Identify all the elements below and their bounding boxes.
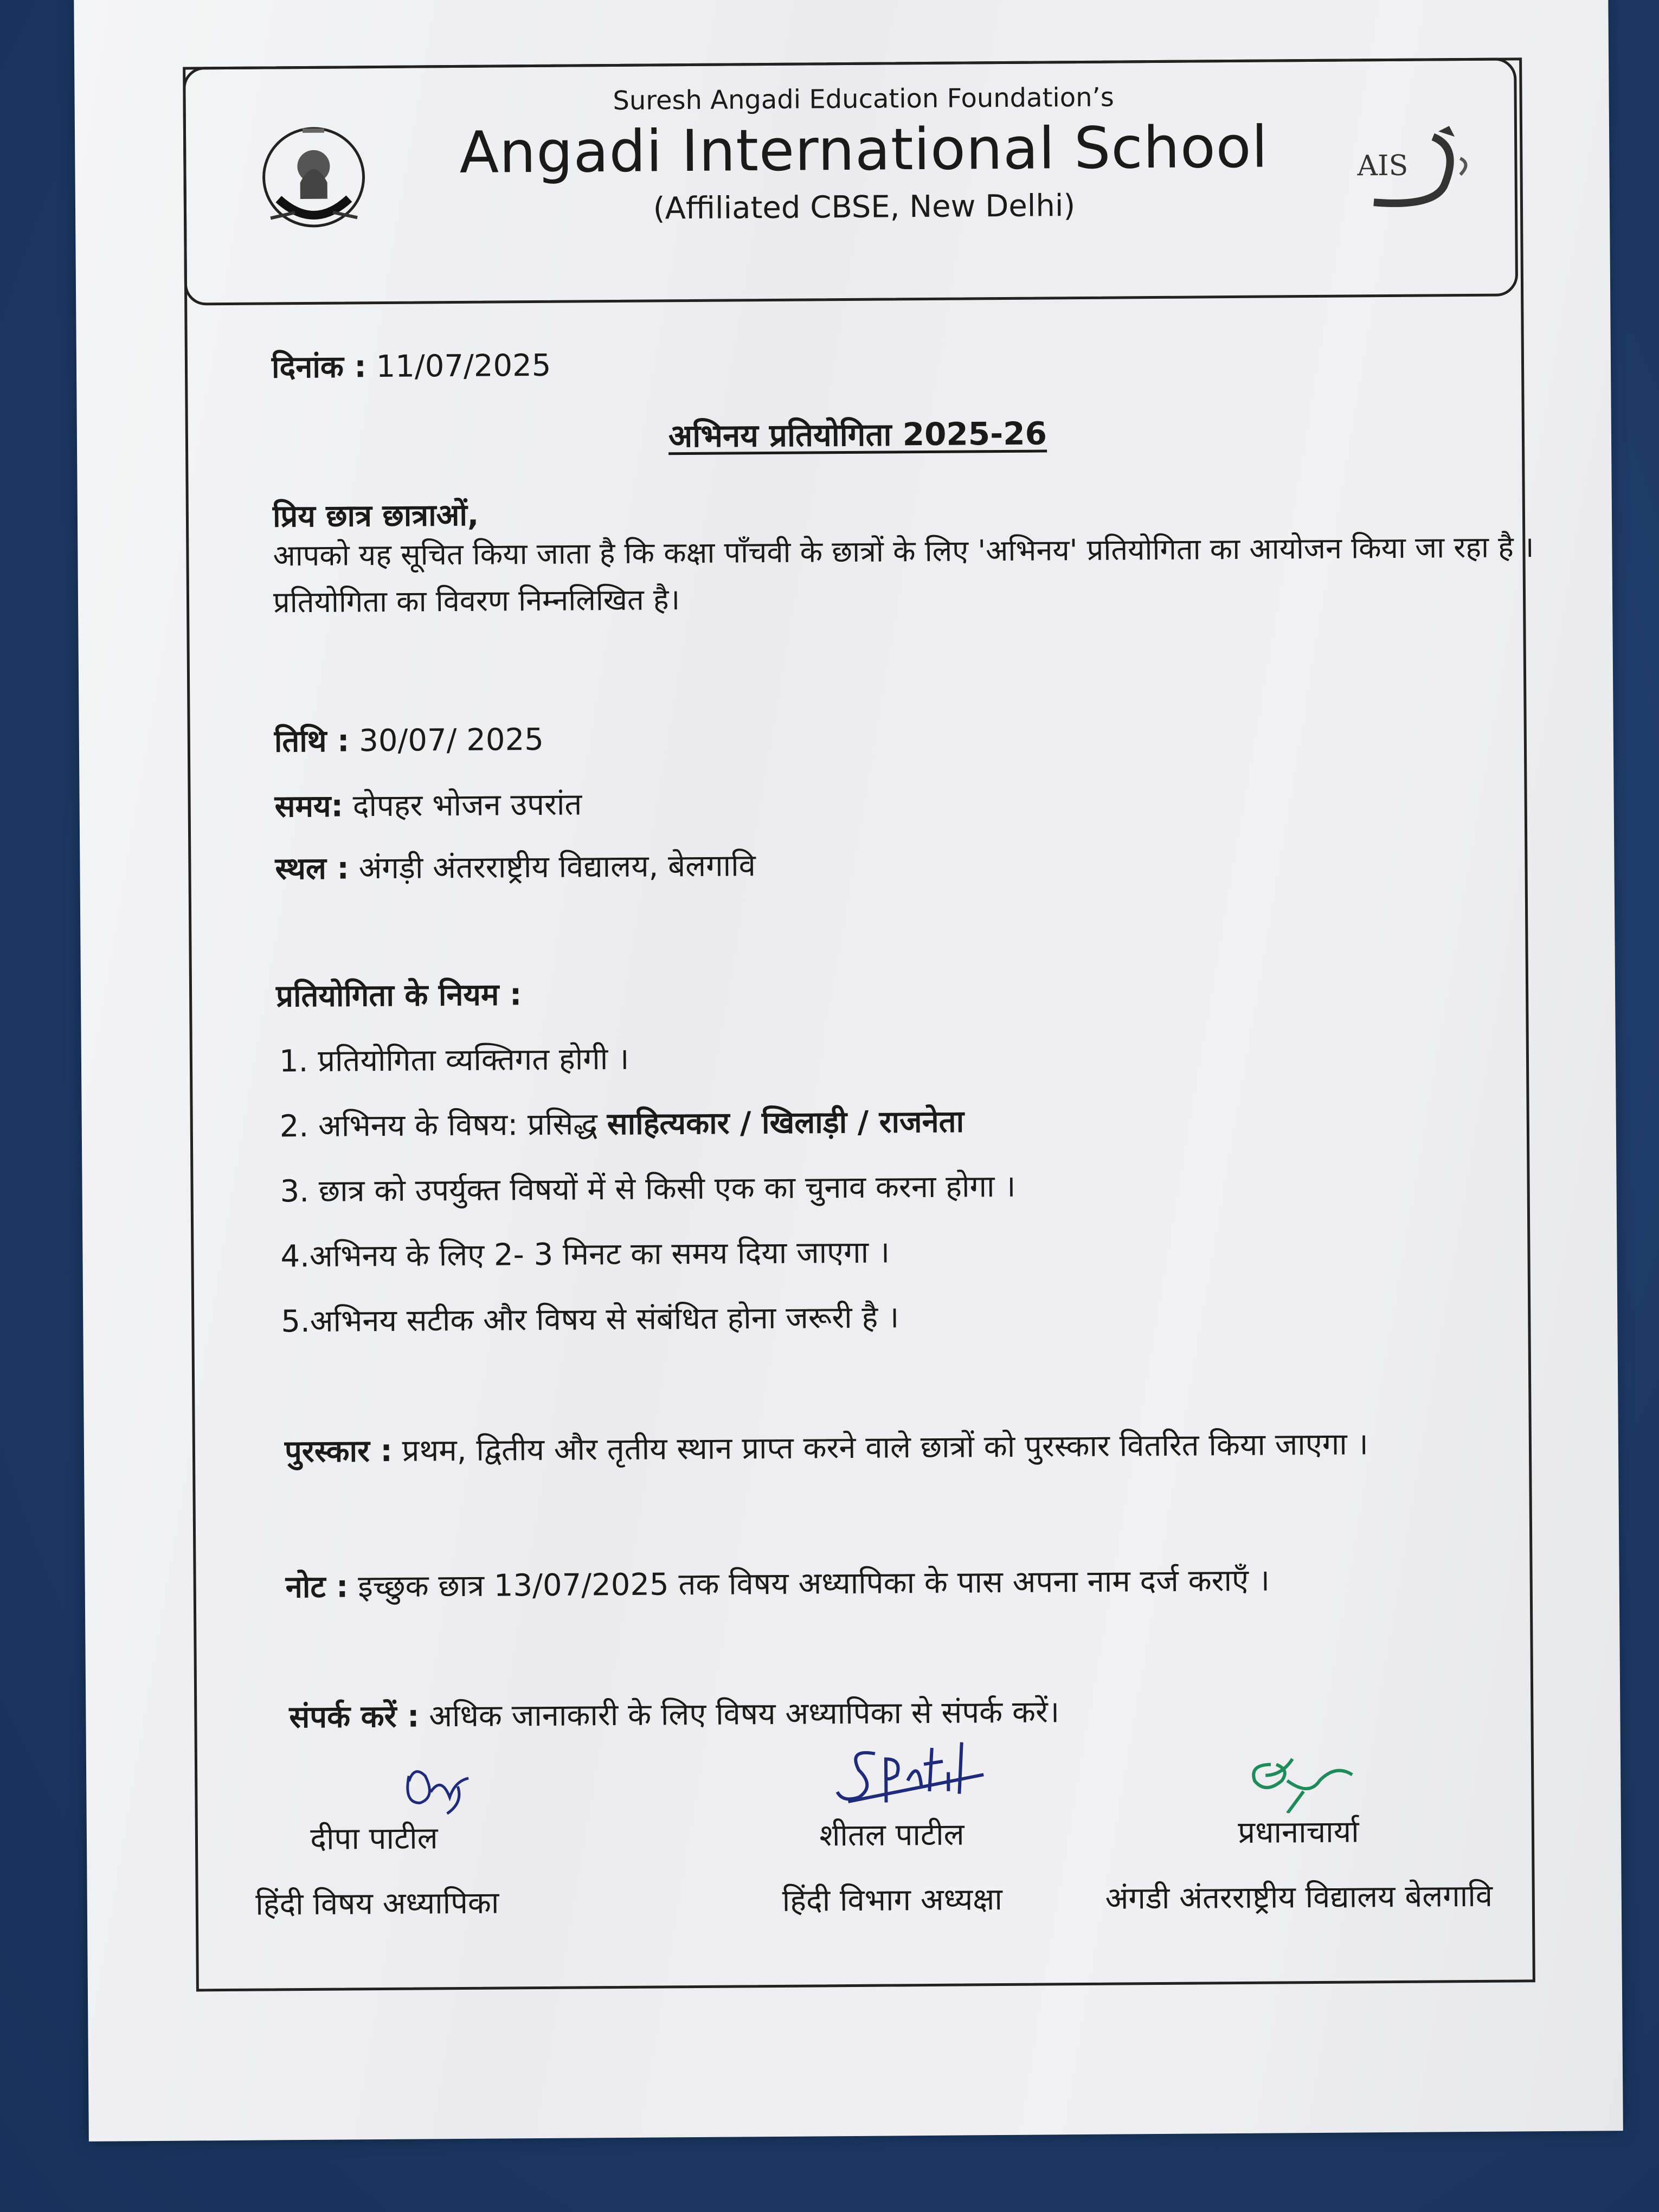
signature-name-deepa: दीपा पाटील bbox=[310, 1821, 438, 1857]
sthal-line bbox=[275, 844, 756, 888]
note-line bbox=[285, 1559, 1270, 1607]
sthal-label: स्थल : bbox=[275, 851, 350, 887]
rule-item: 5.अभिनय सटीक और विषय से संबंधित होना जरूरी है । bbox=[281, 1300, 899, 1340]
date-label: दिनांक : bbox=[271, 349, 366, 385]
tithi-value: 30/07/ 2025 bbox=[359, 722, 544, 759]
samay-label: समय: bbox=[274, 788, 344, 825]
rule-item: 4.अभिनय के लिए 2- 3 मिनट का समय दिया जाएगा । bbox=[280, 1234, 890, 1275]
ais-logo-text: AIS bbox=[1357, 149, 1409, 183]
sthal-value: अंगड़ी अंतरराष्ट्रीय विद्यालय, बेलगावि bbox=[358, 848, 756, 886]
prize-label: पुरस्कार : bbox=[284, 1433, 393, 1470]
contact-line bbox=[289, 1690, 1059, 1737]
rule-item: 3. छात्र को उपर्युक्त विषयों में से किसी एक का चुनाव करना होगा । bbox=[280, 1168, 1016, 1210]
signature-name-sheetal: शीतल पाटील bbox=[819, 1817, 964, 1854]
school-name: Angadi International School bbox=[459, 113, 1269, 186]
ais-logo-icon bbox=[1352, 126, 1482, 219]
note-text: इच्छुक छात्र 13/07/2025 तक विषय अध्यापिका के पास अपना नाम दर्ज कराएँ । bbox=[358, 1562, 1270, 1605]
contact-label: संपर्क करें : bbox=[289, 1699, 420, 1735]
tithi-label: तिथि : bbox=[274, 723, 350, 760]
signature-scribble-principal bbox=[1238, 1742, 1358, 1814]
samay-line bbox=[274, 782, 582, 826]
intro-paragraph: आपको यह सूचित किया जाता है कि कक्षा पाँचवी के छात्रों के लिए 'अभिनय' प्रतियोगिता का आयोजन किया जा रहा है । प्रतियोगिता का विवरण निम्नलिखित है। bbox=[273, 530, 1534, 620]
note-label: नोट : bbox=[285, 1569, 349, 1605]
salutation: प्रिय छात्र छात्राओं, bbox=[272, 497, 479, 535]
notice-paper bbox=[74, 0, 1623, 2142]
prize-line bbox=[285, 1422, 1368, 1471]
samay-value: दोपहर भोजन उपरांत bbox=[352, 787, 582, 824]
notice-title bbox=[188, 407, 1527, 459]
prize-text: प्रथम, द्वितीय और तृतीय स्थान प्राप्त करने वाले छात्रों को पुरस्कार वितरित किया जाएगा । bbox=[402, 1426, 1369, 1469]
notice-frame bbox=[183, 57, 1535, 1991]
rule-item bbox=[280, 1100, 964, 1146]
signature-name-principal: प्रधानाचार्या bbox=[1237, 1814, 1359, 1851]
signature-role-deepa: हिंदी विषय अध्यापिका bbox=[255, 1885, 499, 1922]
rule-item-2-text: 2. अभिनय के विषय: प्रसिद्ध bbox=[279, 1107, 598, 1144]
letterhead bbox=[183, 57, 1518, 305]
date-line bbox=[272, 344, 551, 387]
signature-role-sheetal: हिंदी विभाग अध्यक्षा bbox=[782, 1882, 1003, 1919]
tithi-line bbox=[274, 718, 544, 761]
date-value: 11/07/2025 bbox=[376, 348, 551, 385]
signature-scribble-sheetal bbox=[826, 1737, 989, 1814]
notice-title-text: अभिनय प्रतियोगिता 2025-26 bbox=[668, 415, 1047, 455]
signature-role-principal: अंगडी अंतरराष्ट्रीय विद्यालय बेलगावि bbox=[1105, 1878, 1493, 1917]
foundation-name: Suresh Angadi Education Foundation’s bbox=[613, 82, 1114, 116]
affiliation: (Affiliated CBSE, New Delhi) bbox=[653, 188, 1076, 227]
rule-item: 1. प्रतियोगिता व्यक्तिगत होगी । bbox=[279, 1041, 629, 1079]
rule-item-2-subjects: साहित्यकार / खिलाड़ी / राजनेता bbox=[607, 1104, 964, 1142]
rules-heading: प्रतियोगिता के नियम : bbox=[275, 977, 522, 1014]
contact-text: अधिक जानाकारी के लिए विषय अध्यापिका से संपर्क करें। bbox=[428, 1694, 1060, 1734]
signature-scribble-deepa bbox=[398, 1759, 480, 1825]
